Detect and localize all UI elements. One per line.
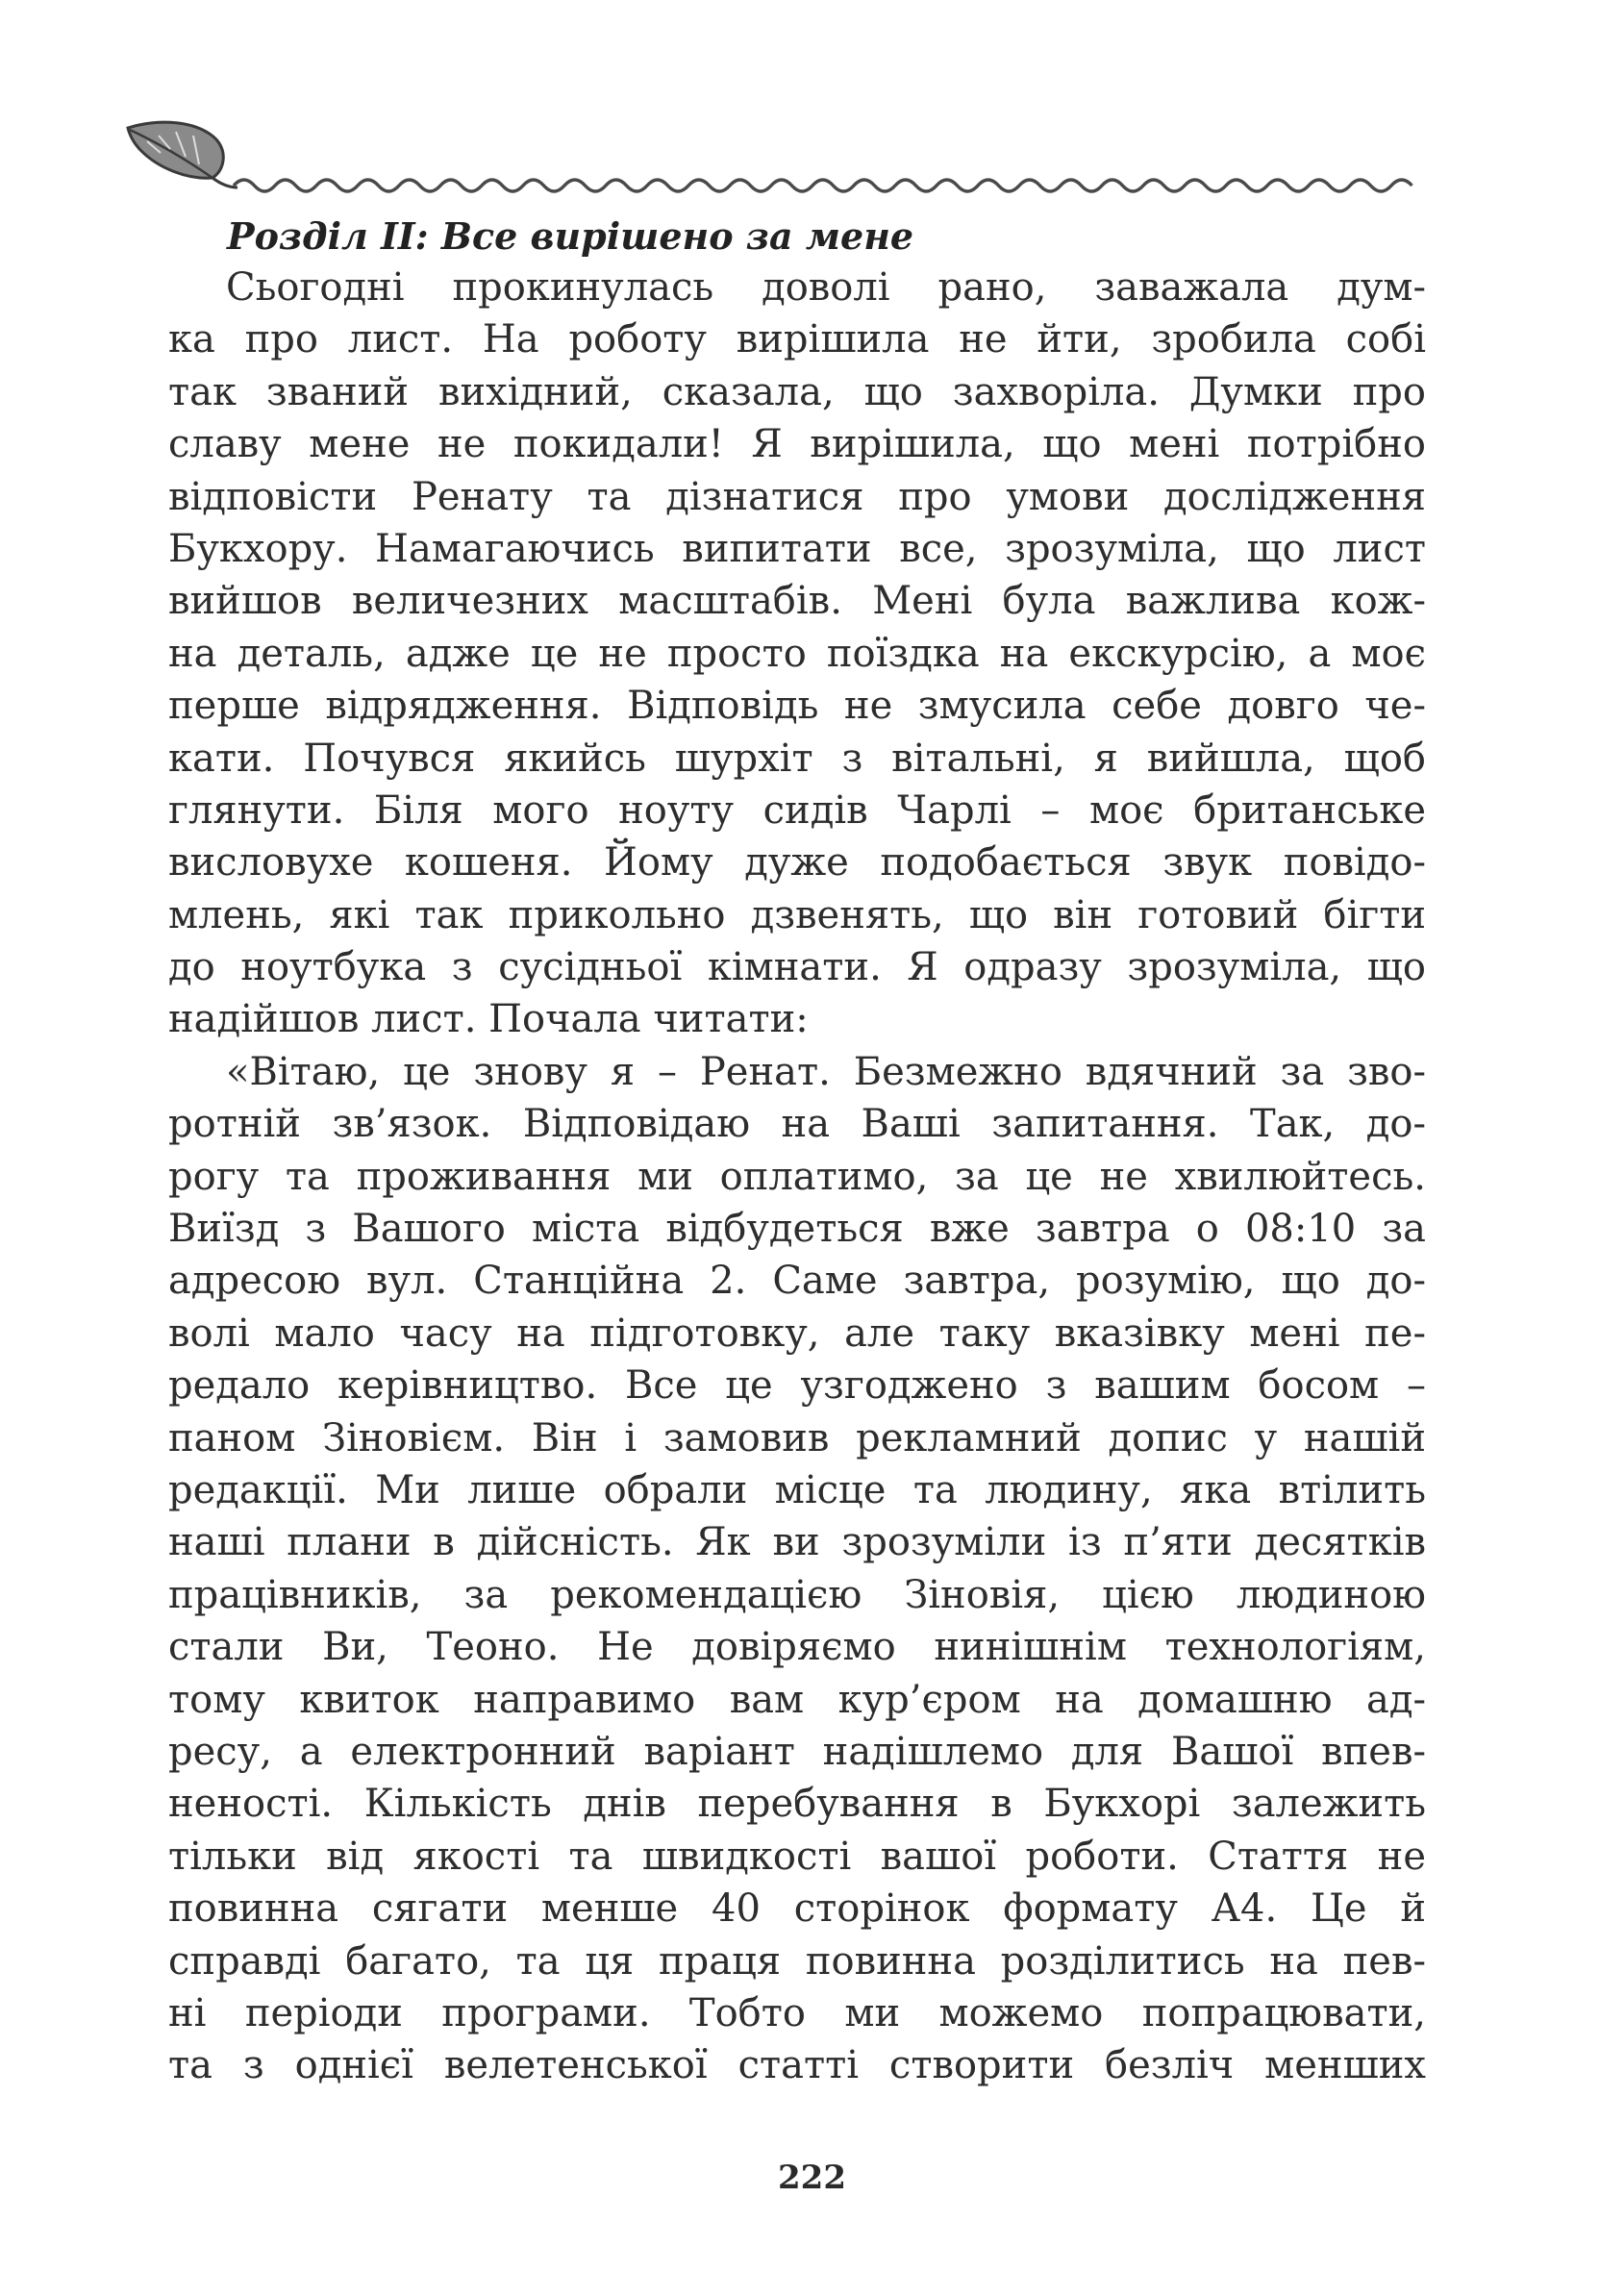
text-line: стали Ви, Теоно. Не довіряємо нинішнім технологіям, — [168, 1625, 1426, 1670]
body-text — [168, 262, 1426, 2092]
text-line: славу мене не покидали! Я вирішила, що мені потрібно — [168, 422, 1426, 467]
text-line: Букхору. Намагаючись випитати все, зрозуміла, що лист — [168, 526, 1426, 571]
text-line: «Вітаю, це знову я – Ренат. Безмежно вдячний за зво- — [226, 1049, 1426, 1094]
text-line: до ноутбука з сусідньої кімнати. Я одразу зрозуміла, що — [168, 945, 1426, 990]
text-line: ротній зв’язок. Відповідаю на Ваші запитання. Так, до- — [168, 1102, 1426, 1147]
text-line: надійшов лист. Почала читати: — [168, 997, 809, 1042]
text-line: ресу, а електронний варіант надішлемо для Вашої впев- — [168, 1729, 1426, 1774]
text-line: наші плани в дійсність. Як ви зрозуміли із п’яти десятків — [168, 1520, 1426, 1565]
text-line: редакції. Ми лише обрали місце та людину, яка втілить — [168, 1467, 1426, 1512]
text-line: адресою вул. Станційна 2. Саме завтра, розумію, що до- — [168, 1259, 1426, 1304]
text-line: перше відрядження. Відповідь не змусила себе довго че- — [168, 684, 1426, 729]
text-line: висловухе кошеня. Йому дуже подобається звук повідо- — [168, 840, 1426, 886]
text-line: волі мало часу на підготовку, але таку вказівку мені пе- — [168, 1311, 1426, 1356]
text-line: працівників, за рекомендацією Зіновія, цією людиною — [168, 1572, 1426, 1617]
text-line: на деталь, адже це не просто поїздка на екскурсію, а моє — [168, 631, 1426, 676]
header-ornament — [120, 111, 1428, 197]
text-line: кати. Почувся якийсь шурхіт з вітальні, я вийшла, щоб — [168, 736, 1426, 781]
text-line: вийшов величезних масштабів. Мені була важлива кож- — [168, 579, 1426, 624]
text-line: Виїзд з Вашого міста відбудеться вже завтра о 08:10 за — [168, 1207, 1426, 1252]
text-line: відповісти Ренату та дізнатися про умови дослідження — [168, 474, 1426, 519]
text-line: неності. Кількість днів перебування в Букхорі залежить — [168, 1782, 1426, 1827]
text-line: ка про лист. На роботу вирішила не йти, зробила собі — [168, 317, 1426, 362]
text-line: млень, які так прикольно дзвенять, що він готовий бігти — [168, 892, 1426, 937]
text-line: глянути. Біля мого ноуту сидів Чарлі – моє британське — [168, 787, 1426, 833]
wavy-divider — [234, 180, 1412, 191]
text-line: тому квиток направимо вам кур’єром на домашню ад- — [168, 1677, 1426, 1722]
leaf-feather-icon — [128, 122, 237, 187]
chapter-title: Розділ ІІ: Все вирішено за мене — [227, 214, 914, 258]
text-line: паном Зіновієм. Він і замовив рекламний допис у нашій — [168, 1415, 1426, 1461]
text-line: рогу та проживання ми оплатимо, за це не хвилюйтесь. — [168, 1154, 1426, 1199]
text-line: повинна сягати менше 40 сторінок формату А4. Це й — [168, 1886, 1426, 1932]
text-line: та з однієї велетенської статті створити безліч менших — [168, 2043, 1426, 2088]
text-line: справді багато, та ця праця повинна розділитись на пев- — [168, 1938, 1426, 1984]
text-line: Сьогодні прокинулась доволі рано, заважала дум- — [226, 265, 1426, 310]
text-line: так званий вихідний, сказала, що захворіла. Думки про — [168, 369, 1426, 414]
text-line: тільки від якості та швидкості вашої роботи. Стаття не — [168, 1834, 1426, 1879]
page-number: 222 — [778, 2159, 846, 2197]
text-line: редало керівництво. Все це узгоджено з вашим босом – — [168, 1363, 1426, 1409]
text-line: ні періоди програми. Тобто ми можемо попрацювати, — [168, 1990, 1426, 2035]
